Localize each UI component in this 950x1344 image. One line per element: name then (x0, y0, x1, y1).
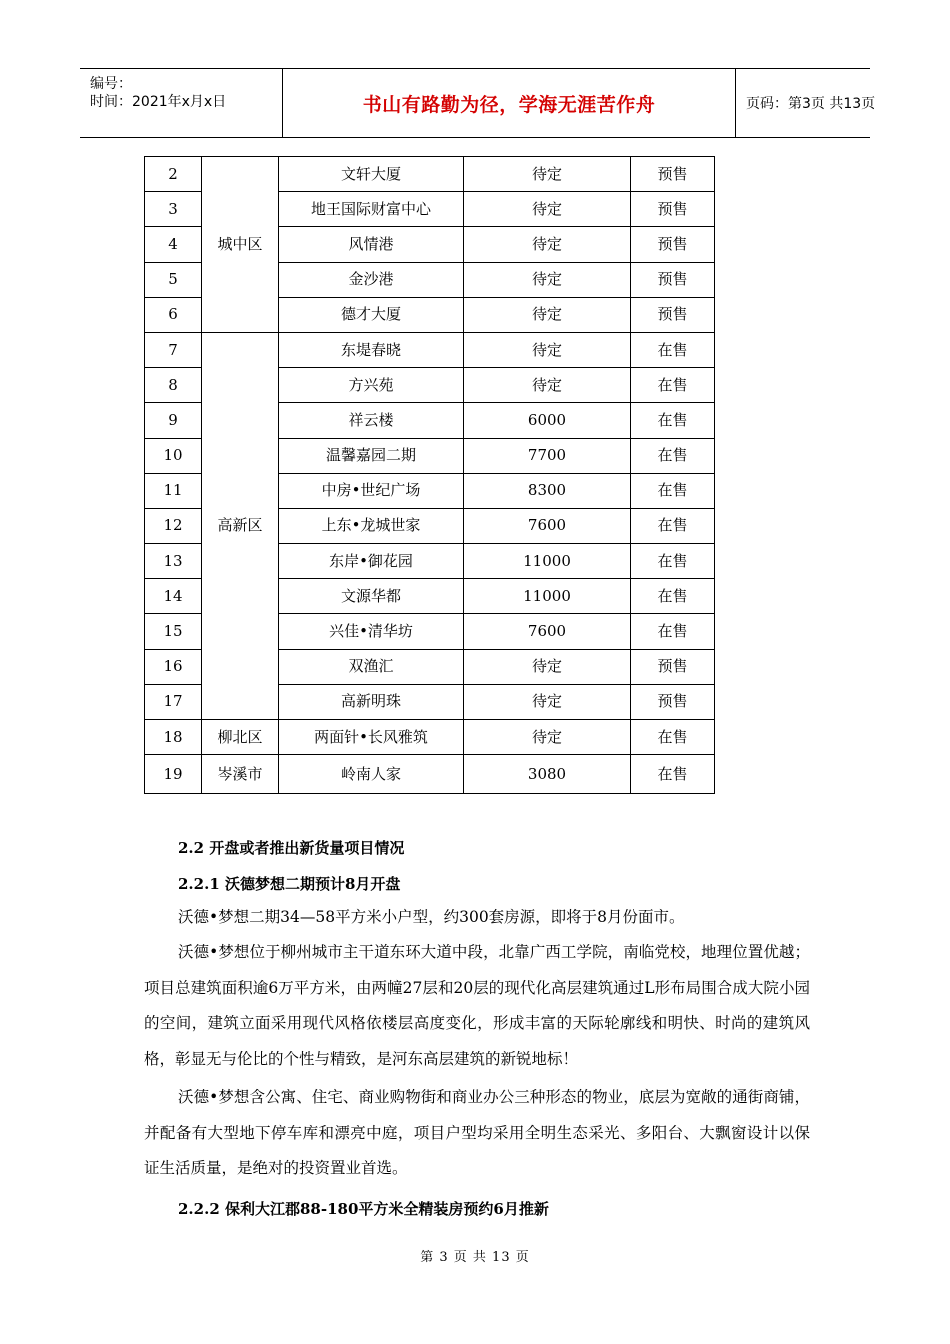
cell-price: 待定 (464, 157, 631, 192)
cell-price: 11000 (464, 544, 631, 579)
cell-no: 5 (145, 262, 202, 297)
cell-no: 17 (145, 684, 202, 719)
cell-status: 在售 (631, 579, 715, 614)
cell-project: 高新明珠 (279, 684, 464, 719)
cell-status: 在售 (631, 438, 715, 473)
cell-project: 德才大厦 (279, 297, 464, 332)
paragraph-1: 沃德•梦想二期34—58平方米小户型，约300套房源，即将于8月份面市。 (178, 908, 685, 926)
page-footer: 第 3 页 共 13 页 (420, 1250, 530, 1265)
cell-project: 祥云楼 (279, 403, 464, 438)
cell-project: 岭南人家 (279, 755, 464, 794)
cell-project: 双渔汇 (279, 649, 464, 684)
cell-price: 6000 (464, 403, 631, 438)
cell-status: 在售 (631, 720, 715, 755)
cell-project: 两面针•长风雅筑 (279, 720, 464, 755)
cell-price: 待定 (464, 192, 631, 227)
cell-price: 待定 (464, 332, 631, 367)
cell-district: 柳北区 (202, 720, 279, 755)
cell-district: 岑溪市 (202, 755, 279, 794)
table-row (145, 755, 715, 794)
cell-status: 预售 (631, 192, 715, 227)
table-row (145, 157, 715, 192)
date-label: 时间：2021年x月x日 (90, 94, 227, 110)
cell-price: 待定 (464, 297, 631, 332)
cell-no: 13 (145, 544, 202, 579)
cell-price: 待定 (464, 368, 631, 403)
table-row (145, 720, 715, 755)
cell-price: 待定 (464, 649, 631, 684)
cell-project: 文轩大厦 (279, 157, 464, 192)
table-row (145, 332, 715, 367)
number-label: 编号： (90, 76, 132, 92)
cell-price: 待定 (464, 684, 631, 719)
cell-no: 9 (145, 403, 202, 438)
cell-project: 兴佳•清华坊 (279, 614, 464, 649)
cell-price: 7700 (464, 438, 631, 473)
cell-district: 高新区 (202, 332, 279, 719)
cell-no: 3 (145, 192, 202, 227)
paragraph-3: 沃德•梦想含公寓、住宅、商业购物街和商业办公三种形态的物业，底层为宽敞的通街商铺，并配备有大型地下停车库和漂亮中庭，项目户型均采用全明生态采光、多阳台、大飘窗设计以保证生活质量，是绝对的投资置业首选。 (144, 1088, 810, 1177)
cell-project: 风情港 (279, 227, 464, 262)
cell-status: 预售 (631, 297, 715, 332)
cell-project: 文源华都 (279, 579, 464, 614)
paragraph-2: 沃德•梦想位于柳州城市主干道东环大道中段，北靠广西工学院，南临党校，地理位置优越；项目总建筑面积逾6万平方米，由两幢27层和20层的现代化高层建筑通过L形布局围合成大院小园的空间，建筑立面采用现代风格依楼层高度变化，形成丰富的天际轮廓线和明快、时尚的建筑风格，彰显无与伦比的个性与精致，是河东高层建筑的新锐地标！ (144, 943, 810, 1068)
header-meta (80, 69, 280, 137)
cell-no: 12 (145, 508, 202, 543)
cell-status: 在售 (631, 332, 715, 367)
cell-status: 预售 (631, 649, 715, 684)
heading-2-2: 2.2 开盘或者推出新货量项目情况 (178, 839, 405, 857)
cell-no: 19 (145, 755, 202, 794)
document-header (80, 68, 876, 138)
cell-price: 待定 (464, 227, 631, 262)
cell-no: 14 (145, 579, 202, 614)
cell-status: 在售 (631, 403, 715, 438)
cell-status: 在售 (631, 368, 715, 403)
cell-status: 预售 (631, 262, 715, 297)
cell-district: 城中区 (202, 157, 279, 333)
cell-project: 地王国际财富中心 (279, 192, 464, 227)
header-motto: 书山有路勤为径，学海无涯苦作舟 (282, 69, 736, 137)
cell-status: 在售 (631, 614, 715, 649)
cell-price: 8300 (464, 473, 631, 508)
cell-project: 上东•龙城世家 (279, 508, 464, 543)
cell-no: 6 (145, 297, 202, 332)
cell-project: 方兴苑 (279, 368, 464, 403)
project-table (144, 156, 715, 794)
cell-project: 东堤春晓 (279, 332, 464, 367)
cell-no: 15 (145, 614, 202, 649)
cell-price: 7600 (464, 614, 631, 649)
cell-no: 8 (145, 368, 202, 403)
cell-no: 16 (145, 649, 202, 684)
cell-no: 4 (145, 227, 202, 262)
cell-price: 11000 (464, 579, 631, 614)
cell-status: 在售 (631, 544, 715, 579)
cell-status: 预售 (631, 157, 715, 192)
cell-price: 7600 (464, 508, 631, 543)
cell-no: 7 (145, 332, 202, 367)
cell-price: 待定 (464, 262, 631, 297)
cell-project: 金沙港 (279, 262, 464, 297)
cell-status: 预售 (631, 684, 715, 719)
cell-status: 在售 (631, 508, 715, 543)
cell-no: 11 (145, 473, 202, 508)
cell-no: 18 (145, 720, 202, 755)
cell-price: 3080 (464, 755, 631, 794)
header-page-info: 页码：第3页 共13页 (746, 96, 876, 112)
cell-price: 待定 (464, 720, 631, 755)
heading-2-2-1: 2.2.1 沃德梦想二期预计8月开盘 (178, 875, 401, 893)
cell-project: 温馨嘉园二期 (279, 438, 464, 473)
cell-status: 在售 (631, 755, 715, 794)
cell-status: 预售 (631, 227, 715, 262)
cell-project: 东岸•御花园 (279, 544, 464, 579)
cell-project: 中房•世纪广场 (279, 473, 464, 508)
heading-2-2-2: 2.2.2 保利大江郡88-180平方米全精装房预约6月推新 (178, 1200, 549, 1218)
cell-no: 10 (145, 438, 202, 473)
cell-no: 2 (145, 157, 202, 192)
cell-status: 在售 (631, 473, 715, 508)
